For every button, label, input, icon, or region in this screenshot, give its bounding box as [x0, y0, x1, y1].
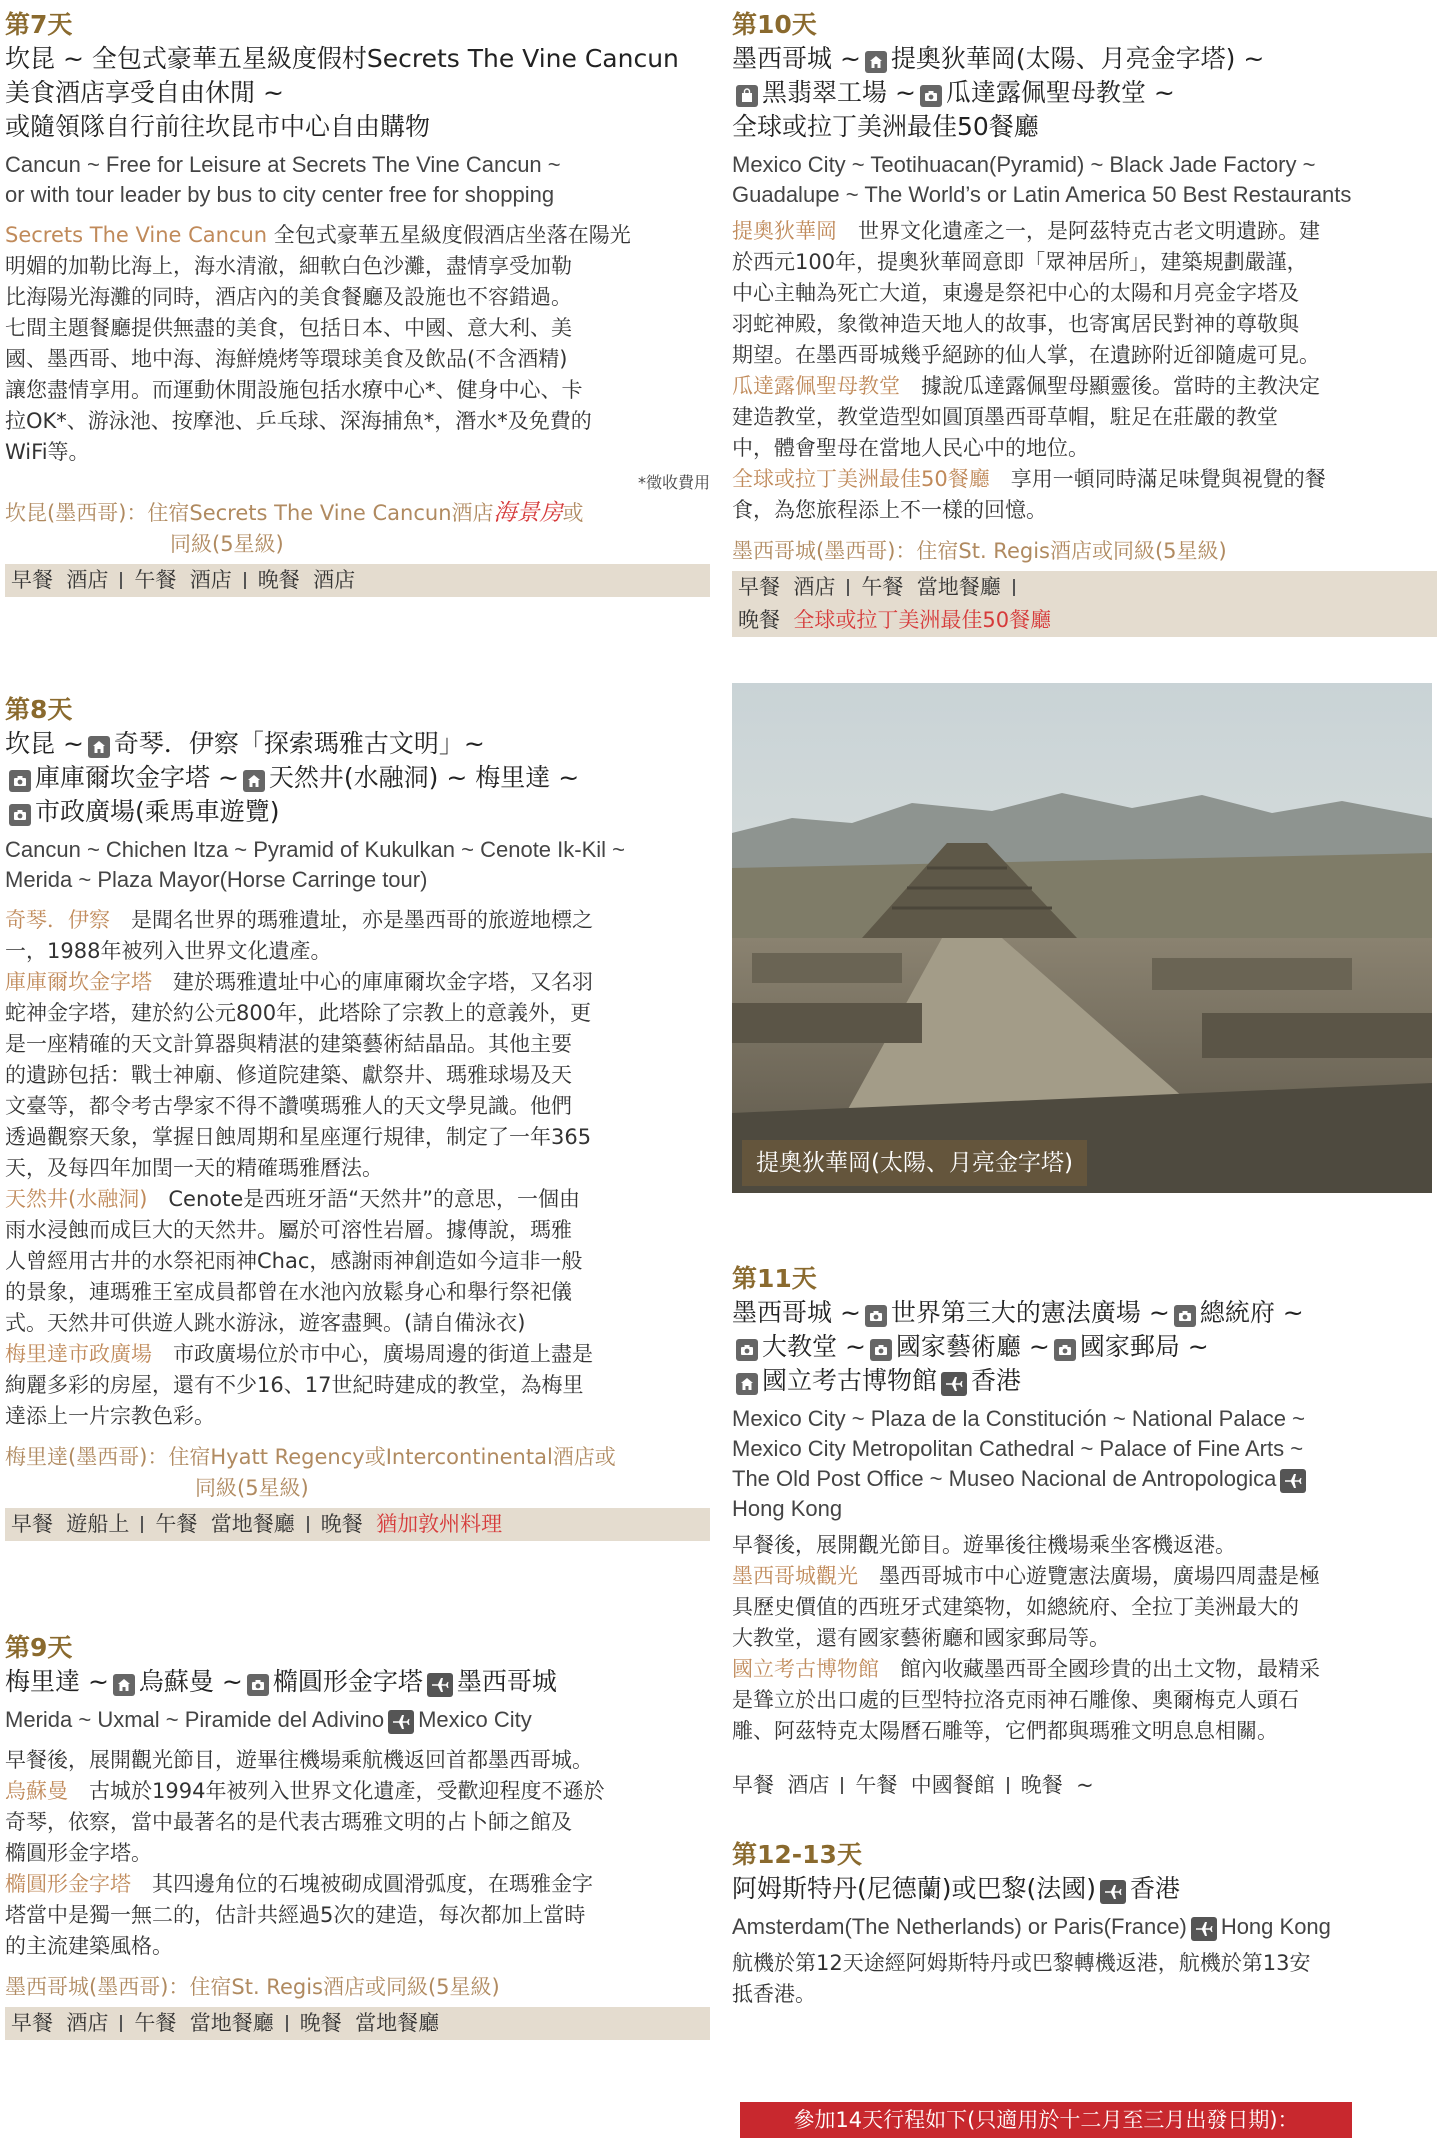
accommodation: 墨西哥城(墨西哥)：住宿St. Regis酒店或同級(5星級) — [732, 539, 1227, 563]
description: 庫庫爾坎金字塔 建於瑪雅遺址中心的庫庫爾坎金字塔，又名羽 — [5, 970, 593, 994]
description: 是聳立於出口處的巨型特拉洛克雨神石雕像、奧爾梅克人頭石 — [732, 1688, 1299, 1712]
house-icon — [736, 1373, 758, 1395]
camera-icon — [9, 804, 31, 826]
highlight-term: 全球或拉丁美洲最佳50餐廳 — [732, 467, 990, 491]
description: 拉OK*、游泳池、按摩池、乒乓球、深海捕魚*，潛水*及免費的 — [5, 409, 592, 433]
english-title: Mexico City ~ Teotihuacan(Pyramid) ~ Black Jade Factory ~ — [732, 152, 1316, 177]
description: 抵香港。 — [732, 1982, 816, 2006]
meals-bar: 早餐 酒店 午餐 酒店 晚餐 酒店 — [5, 564, 710, 597]
description: 烏蘇曼 古城於1994年被列入世界文化遺產，受歡迎程度不遜於 — [5, 1779, 605, 1803]
description: 中，體會聖母在當地人民心中的地位。 — [732, 436, 1089, 460]
day12-13-section — [732, 1838, 1437, 2010]
day-title: 市政廣場(乘馬車遊覽) — [5, 795, 710, 829]
highlight-term: 梅里達市政廣場 — [5, 1342, 152, 1366]
day-title: 梅里達 ~ 烏蘇曼 ~ 橢圓形金字塔 墨西哥城 — [5, 1667, 557, 1696]
airplane-icon — [941, 1372, 967, 1396]
meals-bar: 早餐 酒店 午餐 當地餐廳 晚餐 全球或拉丁美洲最佳50餐廳 — [732, 571, 1437, 637]
description: 羽蛇神殿，象徵神造天地人的故事，也寄寓居民對神的尊敬與 — [732, 312, 1299, 336]
fourteen-day-itinerary-banner[interactable]: 參加14天行程如下(只適用於十二月至三月出發日期)： — [740, 2102, 1352, 2138]
camera-icon — [1174, 1305, 1196, 1327]
description: 雨水浸蝕而成巨大的天然井。屬於可溶性岩層。據傳說，瑪雅 — [5, 1218, 572, 1242]
description: 絢麗多彩的房屋，還有不少16、17世紀時建成的教堂，為梅里 — [5, 1373, 584, 1397]
highlight-term: 橢圓形金字塔 — [5, 1872, 131, 1896]
accommodation: 同級(5星級) — [195, 1476, 309, 1500]
description: 明媚的加勒比海上，海水清澈，細軟白色沙灘，盡情享受加勒 — [5, 254, 572, 278]
description: 具歷史價值的西班牙式建築物，如總統府、全拉丁美洲最大的 — [732, 1595, 1299, 1619]
house-icon — [865, 51, 887, 73]
day-title: 黑翡翠工場 ~ 瓜達露佩聖母教堂 ~ — [732, 76, 1437, 110]
highlight-term: 烏蘇曼 — [5, 1779, 68, 1803]
airplane-icon — [1280, 1469, 1306, 1493]
description: 人曾經用古井的水祭祀雨神Chac，感謝雨神創造如今這非一般 — [5, 1249, 583, 1273]
house-icon — [243, 770, 265, 792]
day-heading: 第8天 — [5, 695, 73, 724]
accommodation: 同級(5星級) — [170, 532, 284, 556]
shopping-bag-icon — [736, 85, 758, 107]
day-title: 大教堂 ~ 國家藝術廳 ~ 國家郵局 ~ — [732, 1330, 1437, 1364]
description: 一，1988年被列入世界文化遺產。 — [5, 939, 332, 963]
accommodation: 坎昆(墨西哥)：住宿Secrets The Vine Cancun酒店海景房或 — [5, 500, 584, 526]
description: 梅里達市政廣場 市政廣場位於市中心，廣場周邊的街道上盡是 — [5, 1342, 593, 1366]
day-title: 墨西哥城 ~ 世界第三大的憲法廣場 ~ 總統府 ~ — [732, 1298, 1304, 1327]
description: 天然井(水融洞) Cenote是西班牙語“天然井”的意思，一個由 — [5, 1187, 581, 1211]
description: 天，及每四年加閏一天的精確瑪雅曆法。 — [5, 1156, 383, 1180]
highlight-term: Secrets The Vine Cancun — [5, 223, 268, 247]
description: 的主流建築風格。 — [5, 1934, 173, 1958]
airplane-icon — [427, 1673, 453, 1697]
description: 提奧狄華岡 世界文化遺產之一，是阿茲特克古老文明遺跡。建 — [732, 219, 1320, 243]
description: 的景象，連瑪雅王室成員都曾在水池內放鬆身心和舉行祭祀儀 — [5, 1280, 572, 1304]
description: 早餐後，展開觀光節目，遊畢往機場乘航機返回首都墨西哥城。 — [5, 1748, 593, 1772]
camera-icon — [736, 1339, 758, 1361]
room-highlight: 海景房 — [493, 500, 563, 526]
description: 墨西哥城觀光 墨西哥城市中心遊覽憲法廣場，廣場四周盡是極 — [732, 1564, 1320, 1588]
description: 國、墨西哥、地中海、海鮮燒烤等環球美食及飲品(不含酒精) — [5, 347, 568, 371]
teotihuacan-photo — [732, 683, 1432, 1193]
day-title: 庫庫爾坎金字塔 ~ 天然井(水融洞) ~ 梅里達 ~ — [5, 761, 710, 795]
description: 中心主軸為死亡大道，東邊是祭祀中心的太陽和月亮金字塔及 — [732, 281, 1299, 305]
day-title: 阿姆斯特丹(尼德蘭)或巴黎(法國) 香港 — [732, 1874, 1181, 1903]
english-title: Hong Kong — [732, 1496, 843, 1521]
highlight-term: 國立考古博物館 — [732, 1657, 879, 1681]
day-title: 坎昆 ~ 全包式豪華五星級度假村Secrets The Vine Cancun — [5, 44, 679, 73]
camera-icon — [920, 85, 942, 107]
description: WiFi等。 — [5, 440, 90, 464]
day-heading: 第11天 — [732, 1264, 817, 1293]
description: 七間主題餐廳提供無盡的美食，包括日本、中國、意大利、美 — [5, 316, 572, 340]
highlight-term: 墨西哥城觀光 — [732, 1564, 858, 1588]
english-title: or with tour leader by bus to city center free for shopping — [5, 182, 555, 207]
description: 食，為您旅程添上不一樣的回憶。 — [732, 498, 1047, 522]
camera-icon — [9, 770, 31, 792]
description: 蛇神金字塔，建於約公元800年，此塔除了宗教上的意義外，更 — [5, 1001, 592, 1025]
description: 航機於第12天途經阿姆斯特丹或巴黎轉機返港，航機於第13安 — [732, 1951, 1311, 1975]
day10-section — [732, 8, 1437, 637]
day-heading: 第10天 — [732, 10, 817, 39]
description: 式。天然井可供遊人跳水游泳，遊客盡興。(請自備泳衣) — [5, 1311, 526, 1335]
day-title: 全球或拉丁美洲最佳50餐廳 — [732, 112, 1039, 141]
day-title: 墨西哥城 ~ 提奧狄華岡(太陽、月亮金字塔) ~ — [732, 44, 1265, 73]
day9-section — [5, 1631, 710, 2040]
meals-bar: 早餐 遊船上 午餐 當地餐廳 晚餐 猶加敦州料理 — [5, 1508, 710, 1541]
description: 橢圓形金字塔。 — [5, 1841, 152, 1865]
day-title: 坎昆 ~ 奇琴．伊察「探索瑪雅古文明」~ — [5, 729, 485, 758]
description: 讓您盡情享用。而運動休閒設施包括水療中心*、健身中心、卡 — [5, 378, 583, 402]
description: 期望。在墨西哥城幾乎絕跡的仙人掌，在遺跡附近卻隨處可見。 — [732, 343, 1320, 367]
english-title: Merida ~ Uxmal ~ Piramide del Adivino Mexico City — [5, 1707, 532, 1732]
english-title: Cancun ~ Chichen Itza ~ Pyramid of Kukulkan ~ Cenote Ik-Kil ~ — [5, 837, 625, 862]
highlight-term: 奇琴．伊察 — [5, 908, 110, 932]
photo-caption: 提奧狄華岡(太陽、月亮金字塔) — [742, 1140, 1087, 1186]
right-column-lower — [732, 1262, 1437, 2010]
camera-icon — [870, 1339, 892, 1361]
description: 早餐後，展開觀光節目。遊畢後往機場乘坐客機返港。 — [732, 1533, 1236, 1557]
pyramid-illustration — [732, 683, 1432, 1193]
airplane-icon — [1100, 1880, 1126, 1904]
day-heading: 第7天 — [5, 10, 73, 39]
day-heading: 第9天 — [5, 1633, 73, 1662]
accommodation: 梅里達(墨西哥)：住宿Hyatt Regency或Intercontinental酒店或 — [5, 1445, 616, 1469]
day-title: 美食酒店享受自由休閒 ~ — [5, 78, 284, 107]
day-title: 國立考古博物館 香港 — [732, 1364, 1437, 1398]
description: 奇琴，依察，當中最著名的是代表古瑪雅文明的占卜師之館及 — [5, 1810, 572, 1834]
day7-section — [5, 8, 710, 597]
left-column — [5, 8, 710, 2040]
meals-bar: 早餐 酒店 午餐 中國餐館 晚餐 ~ — [732, 1773, 1094, 1797]
airplane-icon — [388, 1710, 414, 1734]
highlight-term: 天然井(水融洞) — [5, 1187, 148, 1211]
description: 是一座精確的天文計算器與精湛的建築藝術結晶品。其他主要 — [5, 1032, 572, 1056]
camera-icon — [1054, 1339, 1076, 1361]
meals-bar: 早餐 酒店 午餐 當地餐廳 晚餐 當地餐廳 — [5, 2007, 710, 2040]
house-icon — [113, 1674, 135, 1696]
airplane-icon — [1191, 1917, 1217, 1941]
right-column — [732, 8, 1437, 637]
english-title: Guadalupe ~ The World’s or Latin America 50 Best Restaurants — [732, 182, 1352, 207]
camera-icon — [247, 1674, 269, 1696]
english-title: The Old Post Office ~ Museo Nacional de Antropologica — [732, 1464, 1437, 1494]
english-title: Cancun ~ Free for Leisure at Secrets The Vine Cancun ~ — [5, 152, 561, 177]
description: Secrets The Vine Cancun 全包式豪華五星級度假酒店坐落在陽光 — [5, 223, 631, 247]
english-title: Merida ~ Plaza Mayor(Horse Carringe tour) — [5, 867, 428, 892]
description: 橢圓形金字塔 其四邊角位的石塊被砌成圓滑弧度，在瑪雅金字 — [5, 1872, 593, 1896]
highlight-term: 庫庫爾坎金字塔 — [5, 970, 152, 994]
english-title: Amsterdam(The Netherlands) or Paris(France) Hong Kong — [732, 1914, 1331, 1939]
accommodation: 墨西哥城(墨西哥)：住宿St. Regis酒店或同級(5星級) — [5, 1975, 500, 1999]
description: 大教堂，還有國家藝術廳和國家郵局等。 — [732, 1626, 1110, 1650]
description: 比海陽光海灘的同時，酒店內的美食餐廳及設施也不容錯過。 — [5, 285, 572, 309]
description: 於西元100年，提奧狄華岡意即「眾神居所」，建築規劃嚴謹， — [732, 250, 1308, 274]
house-icon — [88, 736, 110, 758]
day-heading: 第12-13天 — [732, 1840, 862, 1869]
description: 建造教堂，教堂造型如圓頂墨西哥草帽，駐足在莊嚴的教堂 — [732, 405, 1278, 429]
description: 國立考古博物館 館內收藏墨西哥全國珍貴的出土文物，最精采 — [732, 1657, 1320, 1681]
description: 奇琴．伊察 是聞名世界的瑪雅遺址，亦是墨西哥的旅遊地標之 — [5, 908, 593, 932]
day-title: 或隨領隊自行前往坎昆市中心自由購物 — [5, 112, 431, 141]
english-title: Mexico City Metropolitan Cathedral ~ Palace of Fine Arts ~ — [732, 1436, 1304, 1461]
day11-section — [732, 1262, 1437, 1802]
description: 瓜達露佩聖母教堂 據說瓜達露佩聖母顯靈後。當時的主教決定 — [732, 374, 1320, 398]
english-title: Mexico City ~ Plaza de la Constitución ~ National Palace ~ — [732, 1406, 1305, 1431]
description: 全球或拉丁美洲最佳50餐廳 享用一頓同時滿足味覺與視覺的餐 — [732, 467, 1326, 491]
day8-section — [5, 693, 710, 1541]
description: 雕、阿茲特克太陽曆石雕等，它們都與瑪雅文明息息相關。 — [732, 1719, 1278, 1743]
camera-icon — [865, 1305, 887, 1327]
highlight-term: 瓜達露佩聖母教堂 — [732, 374, 900, 398]
highlight-term: 提奧狄華岡 — [732, 219, 837, 243]
description: 透過觀察天象，掌握日蝕周期和星座運行規律，制定了一年365 — [5, 1125, 592, 1149]
fee-note: *徵收費用 — [637, 473, 710, 492]
description: 的遺跡包括：戰士神廟、修道院建築、獻祭井、瑪雅球場及天 — [5, 1063, 572, 1087]
description: 塔當中是獨一無二的，估計共經過5次的建造，每次都加上當時 — [5, 1903, 586, 1927]
description: 文臺等，都令考古學家不得不讚嘆瑪雅人的天文學見識。他們 — [5, 1094, 572, 1118]
description: 達添上一片宗教色彩。 — [5, 1404, 215, 1428]
